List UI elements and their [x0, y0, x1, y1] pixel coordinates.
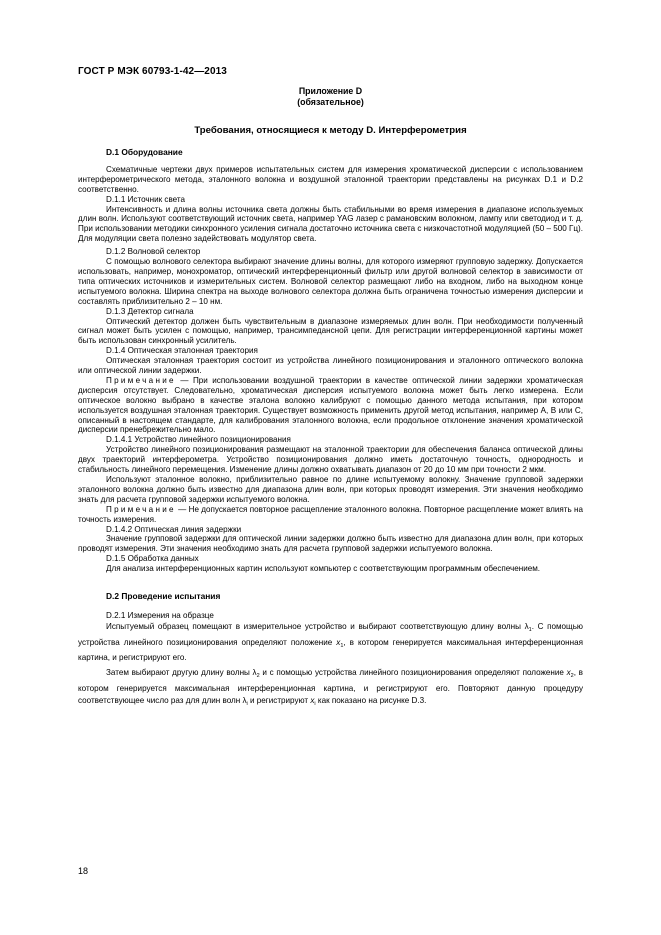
note-2-text: — Не допускается повторное расщепление эталонного волокна. Повторное расщепление может влиять на точность измерения. — [78, 504, 583, 524]
heading-d1-3: D.1.3 Детектор сигнала — [106, 306, 194, 316]
standard-header: ГОСТ Р МЭК 60793-1-42—2013 — [78, 66, 227, 77]
heading-d2: D.2 Проведение испытания — [106, 591, 221, 602]
document-body — [78, 148, 583, 711]
paragraph-d1-5: Для анализа интерференционных картин используют компьютер с соответствующим программным обеспечением. — [106, 564, 541, 574]
heading-d1-1: D.1.1 Источник света — [106, 194, 186, 204]
heading-d1-4-2: D.1.4.2 Оптическая линия задержки — [106, 524, 242, 534]
annex-heading — [78, 86, 583, 108]
annex-status: (обязательное) — [297, 97, 364, 107]
paragraph-d1-4-2: Значение групповой задержки для оптической линии задержки должно быть известно для диапазона длин волн, при которых проводят измерения. Эти значения необходимо знать для расчета групповой задержки испытуемого волокна. — [78, 534, 583, 554]
section-title: Требования, относящиеся к методу D. Интерферометрия — [194, 125, 467, 136]
heading-d1-4-1: D.1.4.1 Устройство линейного позиционирования — [106, 435, 291, 445]
paragraph-d2-1-b: Затем выбирают другую длину волны $\lambda_2$ и с помощью устройства линейного позиционирования определяют положение $x_2$, в котором генерируется максимальная интерференционная картина, и регистрируют его. Повторяют данную процедуру соответствующее число раз для длин волн $\lambda_i$ и регистрируют $x_i$ как показано на рисунке D.3. — [78, 668, 583, 707]
heading-d1: D.1 Оборудование — [106, 147, 183, 157]
paragraph-d1-4-1-b: Используют эталонное волокно, приблизительно равное по длине испытуемому волокну. Значение групповой задержки эталонного волокна должно быть известно для диапазона длин волн, при которых проводят измерения. Эти значения необходимо знать для расчета групповой задержки испытуемого волокна. — [78, 475, 583, 504]
heading-d1-4: D.1.4 Оптическая эталонная траектория — [106, 346, 258, 356]
paragraph-d2-1-a: Испытуемый образец помещают в измерительное устройство и выбирают соответствующую длину волны $\lambda_1$. С помощью устройства линейного позиционирования определяют положение $x_1$, в котором генерируется максимальная интерференционная картина, и регистрируют его. — [78, 621, 583, 663]
paragraph-d1-intro: Схематичные чертежи двух примеров испытательных систем для измерения хроматической дисперсии с использованием интерферометрического метода, эталонного волокна и воздушной эталонной траектории представлены на рисунках D.1 и D.2 соответственно. — [78, 164, 583, 194]
note-2-label: Примечание — [106, 504, 176, 514]
paragraph-d1-4: Оптическая эталонная траектория состоит из устройства линейного позиционирования и эталонного оптического волокна или оптической линии задержки. — [78, 356, 583, 376]
paragraph-d1-3: Оптический детектор должен быть чувствительным в диапазоне измеряемых длин волн. При необходимости полученный сигнал может быть усилен с помощью, например, трансимпедансной цепи. Для регистрации интерференционной картины может быть использован синхронный усилитель. — [78, 316, 583, 346]
page-number: 18 — [78, 866, 89, 876]
paragraph-d1-1: Интенсивность и длина волны источника света должны быть стабильными во время измерения в диапазоне используемых длин волн. Используют соответствующий источник света, например YAG лазер с рамановским волокном, лампу или светодиод и т. д. При использовании методики синхронного усиления сигнала достаточно источника света с низкочастотной модуляцией (50 – 500 Гц). Для модуляции света полезно задействовать модулятор света. — [78, 204, 583, 244]
note-1-label: Примечание — [106, 375, 176, 385]
note-1-text: — При использовании воздушной траектории в качестве оптической линии задержки хроматическая дисперсия отсутствует. Следовательно, хроматическая дисперсия испытуемого волокна может быть легко измерена. Если оптическое волокно выбрано в качестве эталона волокно калибруют с помощью данного метода испытания, при котором используется воздушная эталонная траектория. Существует возможность применить другой метод испытания, например A, B или C, описанный в настоящем стандарте, для калибрования эталонного волокна, если продольное отклонение значения хроматической дисперсии пренебрежительно мало. — [78, 375, 583, 435]
paragraph-d1-4-1: Устройство линейного позиционирования размещают на эталонной траектории для обеспечения баланса оптической длины двух траекторий интерферометра. Устройство позиционирования должно иметь достаточную точность, однородность и стабильность линейного перемещения. Изменение длины должно охватывать диапазон от 20 до 10 мм при точности 2 мкм. — [78, 445, 583, 475]
note-2 — [78, 505, 583, 525]
paragraph-d1-2: С помощью волнового селектора выбирают значение длины волны, для которого измеряют групповую задержку. Допускается использовать, например, монохроматор, оптический интерференционный фильтр или другой волновой селектор в зависимости от типа оптических источников и измерительных систем. Волновой селектор размещают либо на входном, либо на выходном конце испытуемого волокна. Ширина спектра на выходе волнового селектора должна быть ограничена точностью измерения дисперсии и составлять приблизительно 2 – 10 нм. — [78, 257, 583, 306]
annex-title: Приложение D — [298, 86, 363, 96]
heading-d1-2: D.1.2 Волновой селектор — [106, 247, 201, 257]
heading-d1-5: D.1.5 Обработка данных — [106, 554, 199, 564]
heading-d2-1: D.2.1 Измерения на образце — [106, 610, 214, 620]
note-1 — [78, 376, 583, 435]
